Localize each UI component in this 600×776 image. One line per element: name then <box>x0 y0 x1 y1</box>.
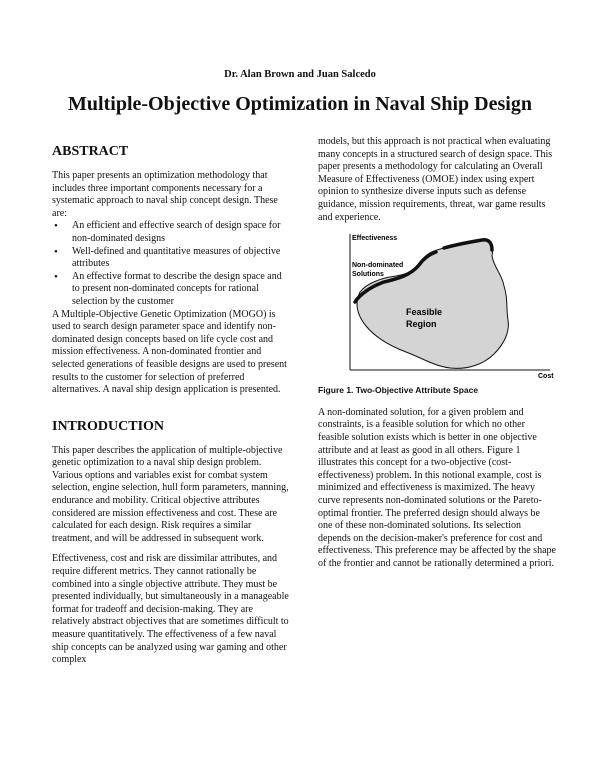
introduction-heading: INTRODUCTION <box>52 418 165 434</box>
figure-1-caption: Figure 1. Two-Objective Attribute Space <box>318 385 479 396</box>
abstract-body: A Multiple-Objective Genetic Optimization (MOGO) is used to search design parameter space and identify non-dominated design concepts based on life cycle cost and mission effectiveness. A non-dominated frontier and selected generations of feasible designs are used to present results to the customer for selection of preferred alternatives. A naval ship design application is presented. <box>52 308 287 396</box>
abstract-bullet-list <box>52 220 290 308</box>
x-axis-label: Cost <box>538 373 554 381</box>
intro-paragraph-2: Effectiveness, cost and risk are dissimilar attributes, and require different metrics. They cannot rationally be combined into a single objective attribute. They must be presented individually, but simultaneously in a manageable format for tradeoff and decision-making. They are relatively abstract objectives that are sometimes difficult to measure quantitatively. The effectiveness of a few naval ship concepts can be analyzed using war gaming and other complex <box>52 553 289 666</box>
feasible-region-label-line-1: Feasible <box>406 307 443 318</box>
intro-paragraph-2-continued: models, but this approach is not practical when evaluating many concepts in a structured search of design space. This paper presents a methodology for calculating an Overall Measure of Effectiveness (OMOE) index using expert opinion to synthesize diverse inputs such as defense guidance, mission requirements, threat, war game results and experience. <box>318 136 553 223</box>
intro-paragraph-3: A non-dominated solution, for a given problem and constraints, is a feasible solution for which no other feasible solution exists which is better in one objective attribute and at least as good in all others. Figure 1 illustrates this concept for a two-objective (cost-effectiveness) problem. In this notional example, cost is minimized and effectiveness is maximized. The heavy curve represents non-dominated solutions or the Pareto-optimal frontier. The preferred design should always be one of these non-dominated solutions. Its selection depends on the decision-maker's preference for cost and effectiveness. This preference may be affected by the shape of the frontier and cannot be rationally determined a priori. <box>318 406 556 569</box>
figure-1 <box>318 232 556 380</box>
feasible-region <box>357 240 508 368</box>
abstract-bullet: • An effective format to describe the design space and to present non-dominated concepts for rational selection by the customer <box>52 271 290 309</box>
right-column <box>318 136 556 578</box>
abstract-bullet: • Well-defined and quantitative measures of objective attributes <box>52 246 290 271</box>
abstract-bullet: • An efficient and effective search of design space for non-dominated designs <box>52 220 290 245</box>
intro-paragraph-1: This paper describes the application of multiple-objective genetic optimization to a naval ship design problem. Various options and variables exist for combat system selection, engine selection, hull form parameters, manning, endurance and mobility. Critical objective attributes considered are mission effectiveness and cost. These are calculated for each design. Risk requires a similar treatment, and will be addressed in subsequent work. <box>52 444 289 544</box>
non-dominated-label-line-1: Non-dominated <box>352 262 404 270</box>
abstract-heading: ABSTRACT <box>52 144 129 159</box>
paper-title: Multiple-Objective Optimization in Naval Ship Design <box>68 93 532 115</box>
non-dominated-label-line-2: Solutions <box>352 271 384 279</box>
left-column <box>52 138 290 675</box>
figure-1-diagram <box>318 232 556 380</box>
abstract-intro: This paper presents an optimization methodology that includes three important components necessary for a systematic approach to naval ship concept design. These are: <box>52 170 278 219</box>
feasible-region-label-line-2: Region <box>406 319 437 330</box>
authors: Dr. Alan Brown and Juan Salcedo <box>224 69 376 80</box>
y-axis-label: Effectiveness <box>352 235 398 243</box>
